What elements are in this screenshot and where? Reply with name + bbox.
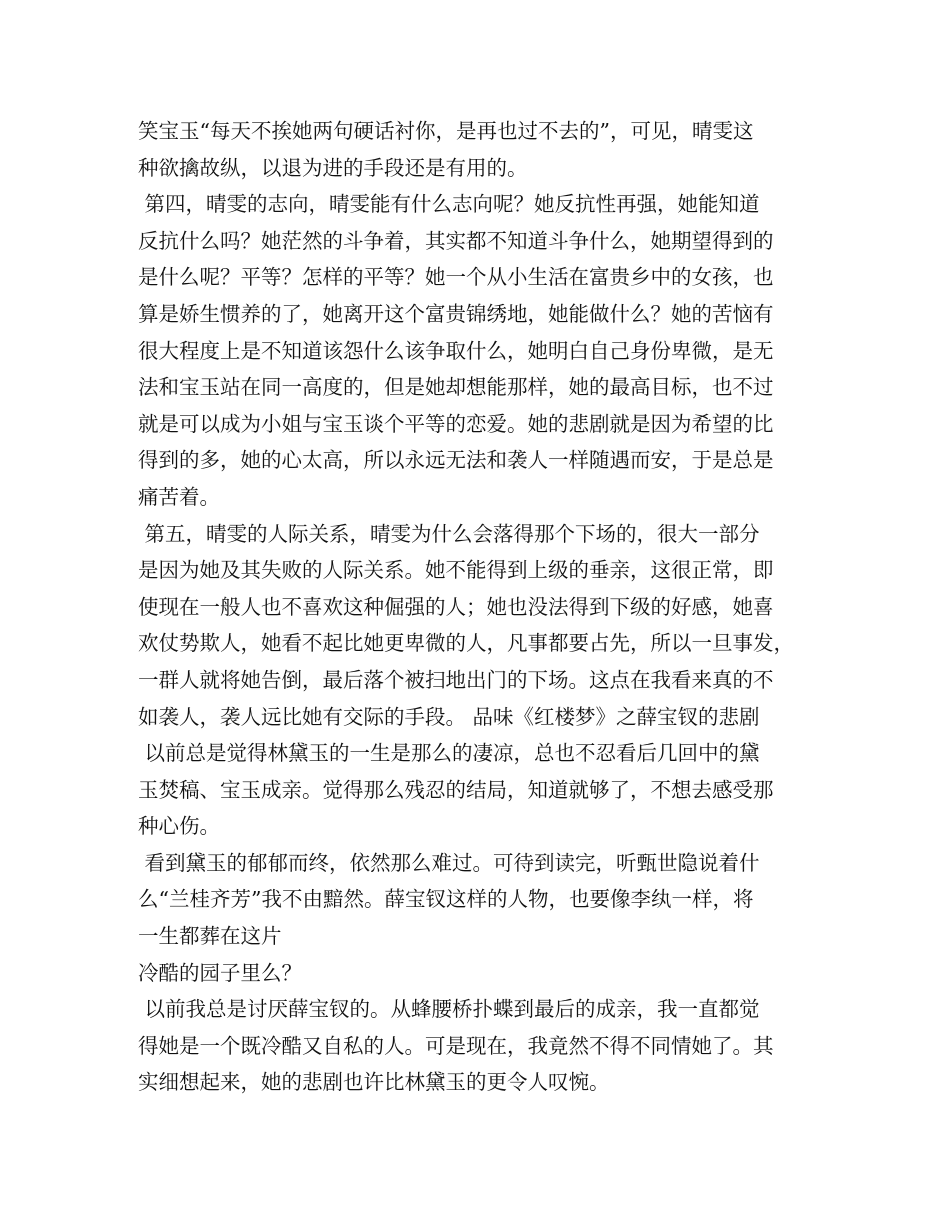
text-line: 痛苦着。: [138, 484, 220, 509]
text-line: 玉焚稿、宝玉成亲。觉得那么残忍的结局，知道就够了，不想去感受那: [138, 777, 774, 802]
text-line: 以前总是觉得林黛玉的一生是那么的凄凉，总也不忍看后几回中的黛: [138, 741, 760, 766]
text-line: 很大程度上是不知道该怨什么该争取什么，她明白自己身份卑微，是无: [138, 338, 774, 363]
text-line: 一生都葬在这片: [138, 924, 282, 949]
text-line: 是因为她及其失败的人际关系。她不能得到上级的垂亲，这很正常，即: [138, 558, 774, 583]
text-line: 种欲擒故纵，以退为进的手段还是有用的。: [138, 155, 528, 180]
text-line: 种心伤。: [138, 814, 220, 839]
body-text: [138, 113, 838, 1101]
text-line: 么“兰桂齐芳”我不由黯然。薛宝钗这样的人物，也要像李纨一样，将: [138, 887, 754, 912]
text-line: 得她是一个既冷酷又自私的人。可是现在，我竟然不得不同情她了。其: [138, 1033, 774, 1058]
text-line: 笑宝玉“每天不挨她两句硬话衬你，是再也过不去的”，可见，晴雯这: [138, 119, 754, 143]
text-line: 第五，晴雯的人际关系，晴雯为什么会落得那个下场的，很大一部分: [138, 521, 760, 546]
text-line: 实细想起来，她的悲剧也许比林黛玉的更令人叹惋。: [138, 1070, 610, 1095]
text-line: 得到的多，她的心太高，所以永远无法和袭人一样随遇而安，于是总是: [138, 448, 774, 473]
text-line: 就是可以成为小姐与宝玉谈个平等的恋爱。她的悲剧就是因为希望的比: [138, 411, 774, 436]
text-line: 法和宝玉站在同一高度的，但是她却想能那样，她的最高目标，也不过: [138, 375, 774, 400]
text-line: 使现在一般人也不喜欢这种倔强的人；她也没法得到下级的好感，她喜: [138, 594, 774, 619]
text-line: 算是娇生惯养的了，她离开这个富贵锦绣地，她能做什么？她的苦恼有: [138, 301, 774, 326]
text-line: 是什么呢？平等？怎样的平等？她一个从小生活在富贵乡中的女孩，也: [138, 265, 774, 290]
text-line: 如袭人，袭人远比她有交际的手段。 品味《红楼梦》之薛宝钗的悲剧: [138, 704, 760, 729]
text-line: 冷酷的园子里么？: [138, 960, 302, 985]
text-line: 以前我总是讨厌薛宝钗的。从蜂腰桥扑蝶到最后的成亲，我一直都觉: [138, 997, 760, 1022]
text-line: 看到黛玉的郁郁而终，依然那么难过。可待到读完，听甄世隐说着什: [138, 850, 760, 875]
text-line: 反抗什么吗？她茫然的斗争着，其实都不知道斗争什么，她期望得到的: [138, 228, 774, 253]
text-line: 欢仗势欺人，她看不起比她更卑微的人，凡事都要占先，所以一旦事发，: [138, 631, 794, 656]
text-line: 一群人就将她告倒，最后落个被扫地出门的下场。这点在我看来真的不: [138, 667, 774, 692]
text-line: 第四，晴雯的志向，晴雯能有什么志向呢？她反抗性再强，她能知道: [138, 192, 760, 217]
